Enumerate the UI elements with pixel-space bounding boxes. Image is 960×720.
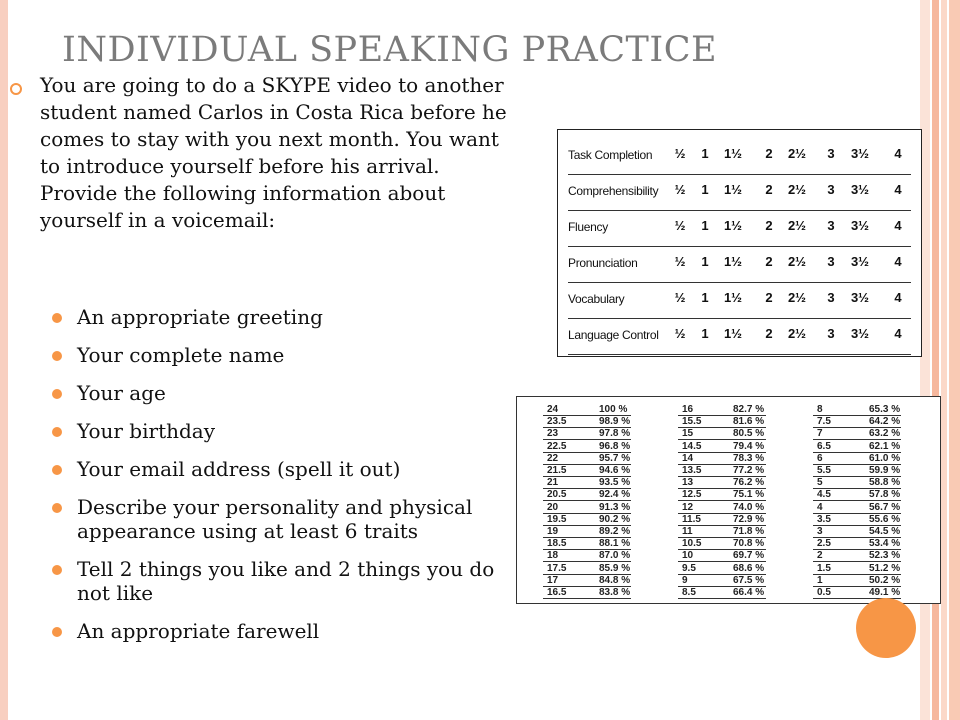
rubric-score-value: 2½ bbox=[787, 290, 807, 305]
score-points: 7 bbox=[817, 428, 823, 440]
score-percent: 74.0 % bbox=[733, 501, 765, 513]
score-points: 16 bbox=[682, 404, 694, 415]
rubric-score-value: 1½ bbox=[723, 326, 743, 341]
score-percent: 76.2 % bbox=[733, 477, 765, 489]
bullet-dot-icon bbox=[52, 313, 62, 323]
score-points: 5.5 bbox=[817, 465, 831, 476]
rubric-score-value: 1 bbox=[701, 182, 709, 197]
rubric-score-value: 1 bbox=[701, 290, 709, 305]
rubric-score-value: ½ bbox=[674, 326, 686, 341]
score-points: 21.5 bbox=[547, 465, 567, 476]
score-percent: 79.4 % bbox=[733, 440, 765, 452]
list-item: Your email address (spell it out) bbox=[52, 457, 512, 481]
bullet-dot-icon bbox=[52, 627, 62, 637]
score-points: 18 bbox=[547, 550, 559, 562]
rubric-score-value: 2½ bbox=[787, 254, 807, 269]
score-points: 8 bbox=[817, 404, 823, 415]
bullet-dot-icon bbox=[52, 465, 62, 475]
score-points: 6.5 bbox=[817, 440, 831, 452]
score-percent: 65.3 % bbox=[869, 404, 901, 415]
score-percent: 70.8 % bbox=[733, 538, 765, 550]
score-percent: 77.2 % bbox=[733, 465, 765, 476]
slide-title: INDIVIDUAL SPEAKING PRACTICE bbox=[62, 30, 718, 70]
rubric-score-value: 3 bbox=[827, 254, 835, 269]
rubric-score-value: 3 bbox=[827, 146, 835, 161]
score-points: 0.5 bbox=[817, 587, 831, 598]
score-percent: 93.5 % bbox=[599, 477, 631, 489]
score-percent: 89.2 % bbox=[599, 526, 631, 537]
rubric-score-value: 3½ bbox=[850, 254, 870, 269]
score-points: 11 bbox=[682, 526, 693, 537]
score-points: 23 bbox=[547, 428, 559, 440]
score-percent: 61.0 % bbox=[869, 452, 901, 464]
score-points: 18.5 bbox=[547, 538, 567, 550]
score-percent: 64.2 % bbox=[869, 416, 901, 428]
score-percent: 96.8 % bbox=[599, 440, 631, 452]
rubric-score-value: 3½ bbox=[850, 290, 870, 305]
bullet-dot-icon bbox=[52, 503, 62, 513]
rubric-score-value: 3 bbox=[827, 182, 835, 197]
rubric-score-value: 4 bbox=[894, 254, 902, 269]
score-percent: 49.1 % bbox=[869, 587, 901, 598]
score-percent: 67.5 % bbox=[733, 574, 765, 586]
intro-paragraph: You are going to do a SKYPE video to another student named Carlos in Costa Rica before he comes to stay with you next month. You want to introduce yourself before his arrival. Provide the following information about yourself in a voicemail: bbox=[40, 73, 507, 232]
score-percent: 87.0 % bbox=[599, 550, 631, 562]
rubric-score-value: ½ bbox=[674, 218, 686, 233]
score-points: 7.5 bbox=[817, 416, 831, 428]
score-percent: 62.1 % bbox=[869, 440, 901, 452]
score-points: 10.5 bbox=[682, 538, 702, 550]
score-points: 21 bbox=[547, 477, 559, 489]
score-points: 12 bbox=[682, 501, 694, 513]
score-percent: 71.8 % bbox=[733, 526, 765, 537]
score-points: 23.5 bbox=[547, 416, 567, 428]
list-item: An appropriate farewell bbox=[52, 619, 512, 643]
rubric-row bbox=[568, 210, 911, 247]
score-percent: 98.9 % bbox=[599, 416, 631, 428]
rubric-score-value: 2 bbox=[765, 254, 773, 269]
score-percent: 63.2 % bbox=[869, 428, 901, 440]
score-points: 19.5 bbox=[547, 513, 567, 525]
rubric-score-value: 1 bbox=[701, 326, 709, 341]
score-percent: 90.2 % bbox=[599, 513, 631, 525]
rubric-criterion-label: Vocabulary bbox=[568, 292, 625, 306]
slide-left-border bbox=[0, 0, 8, 720]
rubric-table bbox=[557, 129, 922, 357]
rubric-score-value: 2 bbox=[765, 182, 773, 197]
score-points: 2 bbox=[817, 550, 823, 562]
list-item: An appropriate greeting bbox=[52, 305, 512, 329]
score-percent: 85.9 % bbox=[599, 562, 631, 574]
score-percent: 88.1 % bbox=[599, 538, 631, 550]
score-percent: 83.8 % bbox=[599, 587, 631, 598]
score-points: 4 bbox=[817, 501, 823, 513]
score-points: 13.5 bbox=[682, 465, 702, 476]
rubric-score-value: 1 bbox=[701, 218, 709, 233]
rubric-score-value: 4 bbox=[894, 218, 902, 233]
score-points: 3 bbox=[817, 526, 823, 537]
score-percent: 92.4 % bbox=[599, 489, 631, 501]
rubric-score-value: 1½ bbox=[723, 182, 743, 197]
rubric-score-value: ½ bbox=[674, 182, 686, 197]
score-points: 8.5 bbox=[682, 587, 696, 598]
rubric-score-value: 4 bbox=[894, 326, 902, 341]
score-percent: 59.9 % bbox=[869, 465, 901, 476]
requirement-list bbox=[52, 305, 512, 657]
score-points: 1.5 bbox=[817, 562, 831, 574]
rubric-score-value: 3½ bbox=[850, 218, 870, 233]
score-percent: 69.7 % bbox=[733, 550, 765, 562]
rubric-criterion-label: Task Completion bbox=[568, 148, 653, 162]
score-points: 15.5 bbox=[682, 416, 702, 428]
score-points: 1 bbox=[817, 574, 823, 586]
rubric-score-value: 4 bbox=[894, 182, 902, 197]
score-points: 17 bbox=[547, 574, 559, 586]
score-percent: 56.7 % bbox=[869, 501, 901, 513]
list-item: Tell 2 things you like and 2 things you do not like bbox=[52, 557, 512, 605]
rubric-score-value: 4 bbox=[894, 146, 902, 161]
rubric-score-value: 4 bbox=[894, 290, 902, 305]
score-percent: 91.3 % bbox=[599, 501, 631, 513]
score-points: 19 bbox=[547, 526, 559, 537]
rubric-score-value: 2 bbox=[765, 326, 773, 341]
score-percent: 81.6 % bbox=[733, 416, 765, 428]
score-points: 4.5 bbox=[817, 489, 831, 501]
score-percent: 58.8 % bbox=[869, 477, 901, 489]
score-percent: 53.4 % bbox=[869, 538, 901, 550]
score-percent: 68.6 % bbox=[733, 562, 765, 574]
score-points: 22 bbox=[547, 452, 559, 464]
rubric-row bbox=[568, 318, 911, 355]
score-percent: 72.9 % bbox=[733, 513, 765, 525]
rubric-criterion-label: Fluency bbox=[568, 220, 608, 234]
score-percent: 100 % bbox=[599, 404, 628, 415]
main-bullet-icon bbox=[10, 83, 22, 95]
score-points: 10 bbox=[682, 550, 694, 562]
bullet-dot-icon bbox=[52, 351, 62, 361]
rubric-score-value: 1 bbox=[701, 146, 709, 161]
score-points: 17.5 bbox=[547, 562, 567, 574]
rubric-score-value: 3½ bbox=[850, 146, 870, 161]
rubric-score-value: 1½ bbox=[723, 254, 743, 269]
rubric-score-value: 3 bbox=[827, 290, 835, 305]
rubric-score-value: 1 bbox=[701, 254, 709, 269]
decorative-circle bbox=[856, 598, 916, 658]
list-item: Your complete name bbox=[52, 343, 512, 367]
score-percent: 66.4 % bbox=[733, 587, 765, 598]
rubric-score-value: 2 bbox=[765, 290, 773, 305]
score-points: 14 bbox=[682, 452, 694, 464]
score-points: 13 bbox=[682, 477, 694, 489]
score-points: 9 bbox=[682, 574, 688, 586]
rubric-criterion-label: Comprehensibility bbox=[568, 184, 659, 198]
rubric-score-value: 2 bbox=[765, 218, 773, 233]
rubric-score-value: ½ bbox=[674, 146, 686, 161]
rubric-criterion-label: Pronunciation bbox=[568, 256, 638, 270]
rubric-score-value: ½ bbox=[674, 254, 686, 269]
rubric-score-value: 2½ bbox=[787, 326, 807, 341]
score-percent: 80.5 % bbox=[733, 428, 765, 440]
score-points: 5 bbox=[817, 477, 823, 489]
decorative-stripes bbox=[920, 0, 960, 720]
score-points: 14.5 bbox=[682, 440, 702, 452]
rubric-score-value: ½ bbox=[674, 290, 686, 305]
score-points: 15 bbox=[682, 428, 694, 440]
rubric-score-value: 1½ bbox=[723, 290, 743, 305]
rubric-row bbox=[568, 174, 911, 211]
rubric-score-value: 2½ bbox=[787, 182, 807, 197]
score-percent: 54.5 % bbox=[869, 526, 901, 537]
score-percent: 57.8 % bbox=[869, 489, 901, 501]
rubric-score-value: 2½ bbox=[787, 218, 807, 233]
score-percent: 94.6 % bbox=[599, 465, 631, 476]
list-item: Your age bbox=[52, 381, 512, 405]
score-points: 22.5 bbox=[547, 440, 567, 452]
rubric-score-value: 3 bbox=[827, 218, 835, 233]
rubric-score-value: 2 bbox=[765, 146, 773, 161]
bullet-dot-icon bbox=[52, 389, 62, 399]
rubric-score-value: 1½ bbox=[723, 146, 743, 161]
score-points: 2.5 bbox=[817, 538, 831, 550]
list-item: Your birthday bbox=[52, 419, 512, 443]
rubric-score-value: 3½ bbox=[850, 326, 870, 341]
score-points: 11.5 bbox=[682, 513, 701, 525]
score-percent: 78.3 % bbox=[733, 452, 765, 464]
score-points: 24 bbox=[547, 404, 559, 415]
rubric-score-value: 3 bbox=[827, 326, 835, 341]
score-percent: 50.2 % bbox=[869, 574, 901, 586]
score-percent: 97.8 % bbox=[599, 428, 631, 440]
rubric-score-value: 3½ bbox=[850, 182, 870, 197]
rubric-row bbox=[568, 138, 911, 175]
score-percent: 82.7 % bbox=[733, 404, 765, 415]
rubric-score-value: 2½ bbox=[787, 146, 807, 161]
score-points: 12.5 bbox=[682, 489, 702, 501]
score-points: 16.5 bbox=[547, 587, 567, 598]
rubric-row bbox=[568, 282, 911, 319]
score-percent: 55.6 % bbox=[869, 513, 901, 525]
rubric-score-value: 1½ bbox=[723, 218, 743, 233]
score-percent: 51.2 % bbox=[869, 562, 901, 574]
bullet-dot-icon bbox=[52, 427, 62, 437]
score-percent: 84.8 % bbox=[599, 574, 631, 586]
score-points: 20.5 bbox=[547, 489, 567, 501]
score-points: 6 bbox=[817, 452, 823, 464]
rubric-criterion-label: Language Control bbox=[568, 328, 659, 342]
score-points: 20 bbox=[547, 501, 559, 513]
list-item: Describe your personality and physical appearance using at least 6 traits bbox=[52, 495, 512, 543]
score-percent: 52.3 % bbox=[869, 550, 901, 562]
score-percent: 75.1 % bbox=[733, 489, 765, 501]
bullet-dot-icon bbox=[52, 565, 62, 575]
score-conversion-table bbox=[516, 396, 941, 604]
score-points: 3.5 bbox=[817, 513, 831, 525]
rubric-row bbox=[568, 246, 911, 283]
score-percent: 95.7 % bbox=[599, 452, 631, 464]
score-points: 9.5 bbox=[682, 562, 696, 574]
